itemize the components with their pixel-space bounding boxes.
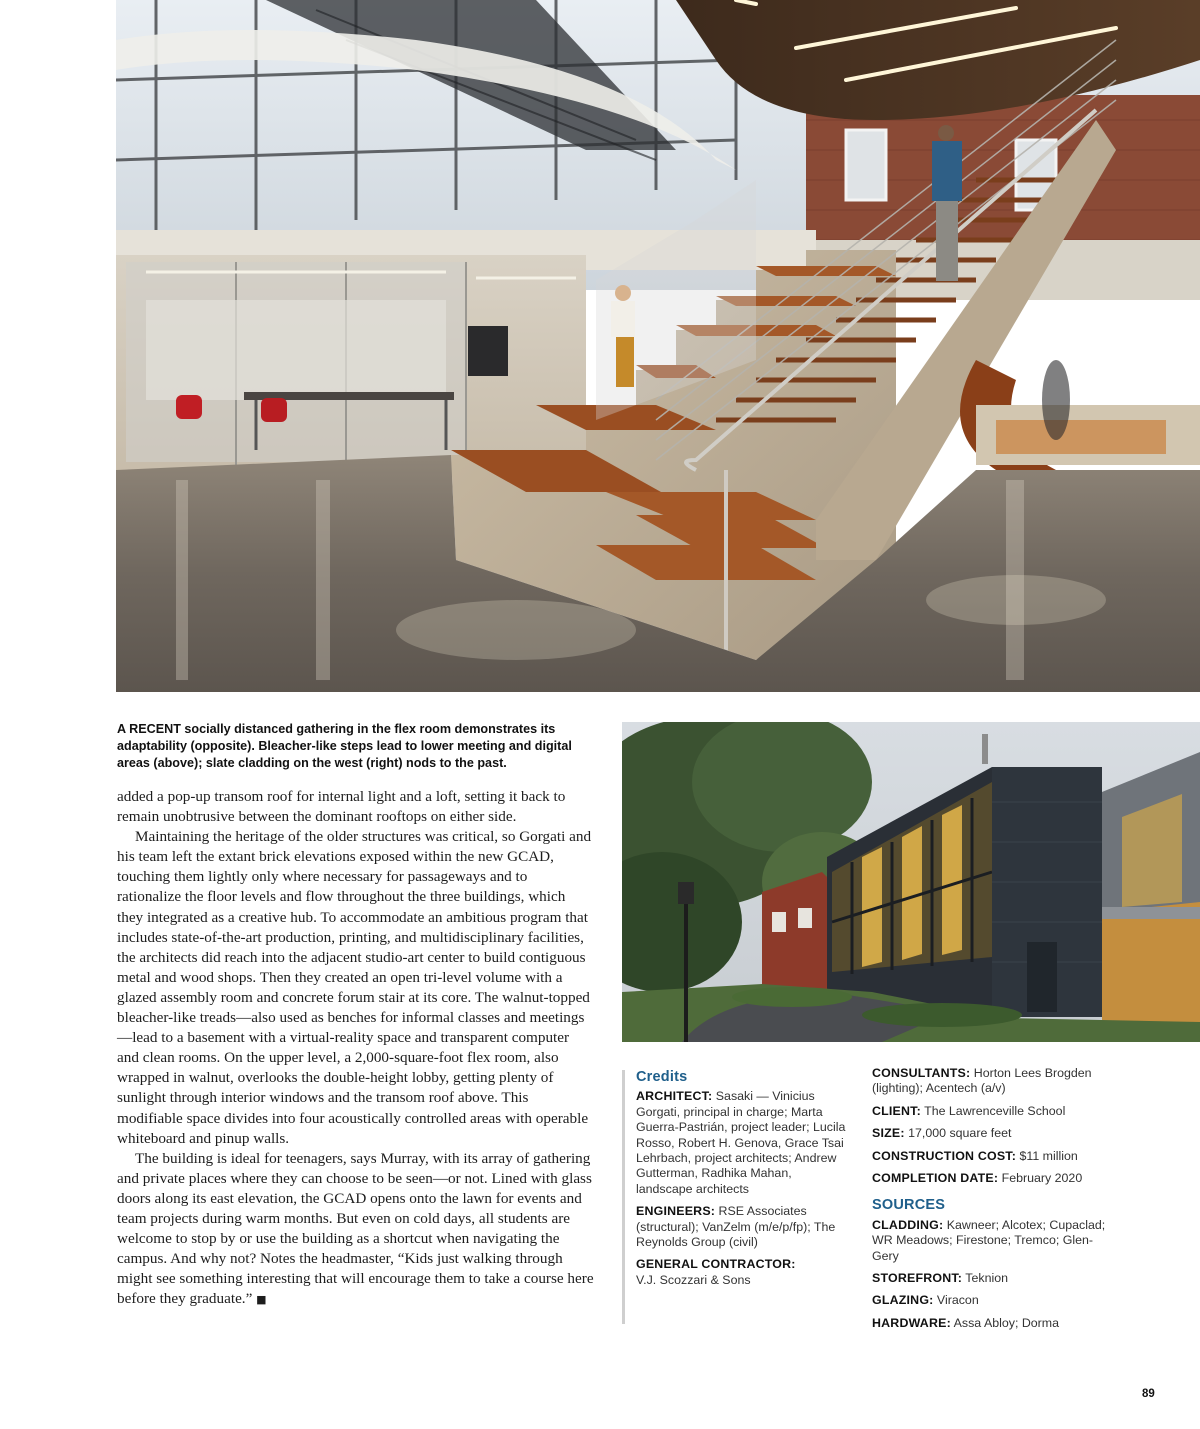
credits-heading: Credits (636, 1069, 688, 1085)
credit-cost-value: $11 million (1016, 1148, 1078, 1163)
credit-consultants (872, 1066, 1107, 1097)
credit-consultants-label: CONSULTANTS: (872, 1066, 971, 1080)
source-hardware-value: Assa Abloy; Dorma (950, 1315, 1060, 1330)
credit-architect-value: Sasaki — Vinicius Gorgati, principal in charge; Marta Guerra-Pastrián, project leader; Lucila Rosso, Robert H. Genova, Grace Tsai Lehrbach, project architects; Andrew Gutterman, Radhika Mahan, landscape architects (636, 1089, 846, 1196)
source-storefront (872, 1271, 1107, 1286)
credit-engineers-value: RSE Associates (structural); VanZelm (m/e/p/fp); The Reynolds Group (civil) (636, 1204, 836, 1250)
article-body (117, 787, 594, 1310)
credits-box (622, 1066, 1200, 1328)
body-paragraph-1: added a pop-up transom roof for internal light and a loft, setting it back to remain unobtrusive between the dominant rooftops on either side. (117, 788, 566, 826)
credits-divider (622, 1070, 625, 1324)
credit-completion (872, 1171, 1107, 1186)
interior-stair-photo (116, 0, 1200, 692)
source-cladding (872, 1218, 1107, 1264)
credit-completion-label: COMPLETION DATE: (872, 1171, 999, 1186)
photo-caption (117, 721, 597, 772)
credits-column-right (872, 1066, 1107, 1338)
body-paragraph-3 (117, 1149, 594, 1311)
credit-client-label: CLIENT: (872, 1103, 921, 1118)
credit-engineers-label: ENGINEERS: (636, 1204, 716, 1219)
credit-gc-value: V.J. Scozzari & Sons (636, 1272, 751, 1287)
credit-architect-label: ARCHITECT: (636, 1089, 713, 1104)
credit-cost (872, 1149, 1107, 1164)
source-storefront-label: STOREFRONT: (872, 1271, 963, 1286)
end-mark: ■ (256, 1293, 267, 1307)
source-cladding-value: Kawneer; Alcotex; Cupaclad; WR Meadows; Firestone; Tremco; Glen-Gery (872, 1217, 1106, 1263)
credits-column-left (636, 1070, 848, 1295)
credit-general-contractor (636, 1257, 848, 1288)
exterior-building-photo (622, 722, 1200, 1042)
credit-engineers (636, 1204, 848, 1250)
body-paragraph-3-text: The building is ideal for teenagers, says Murray, with its array of gathering and private places where they can choose to be seen—or not. Lined with glass doors along its east elevation, the GCAD opens onto the lawn for events and team projects during warm months. But even on cold days, all students are welcome to stop by or use the building as a shortcut when navigating the campus. And why not? Notes the headmaster, “Kids just walking through might see something interesting that will encourage them to take a course here before they graduate.” (117, 1149, 594, 1308)
source-hardware (872, 1316, 1107, 1331)
source-glazing-label: GLAZING: (872, 1293, 934, 1308)
credit-size-label: SIZE: (872, 1126, 905, 1141)
credit-architect (636, 1089, 848, 1197)
credit-completion-value: February 2020 (998, 1171, 1083, 1186)
sources-heading: SOURCES (872, 1197, 946, 1214)
page-number: 89 (1142, 1388, 1155, 1400)
body-paragraph-2: Maintaining the heritage of the older structures was critical, so Gorgati and his team left the extant brick elevations exposed within the new GCAD, touching them lightly only where necessary for passageways and to rationalize the floor levels and flow throughout the three buildings, which they integrated as a creative hub. To accommodate an ambitious program that includes state-of-the-art production, printing, and multidisciplinary facilities, the architects did reach into the adjacent studio-art center to build contiguous metal and wood shops. Then they created an open tri-level volume with a glazed assembly room and concrete forum stair at its core. The walnut-topped bleacher-like treads—also used as benches for informal classes and meetings—lead to a basement with a virtual-reality space and transparent computer and clean rooms. On the upper level, a 2,000-square-foot flex room, also wrapped in walnut, overlooks the double-height lobby, getting plenty of sunlight through interior windows and the transom roof above. This modifiable space divides into four acoustically controlled areas with operable whiteboard and pinup walls. (117, 828, 592, 1147)
credit-consultants-value: Horton Lees Brogden (lighting); Acentech (a/v) (872, 1066, 1092, 1096)
credit-size (872, 1126, 1107, 1141)
source-hardware-label: HARDWARE: (872, 1315, 951, 1330)
source-storefront-value: Teknion (962, 1271, 1009, 1286)
credit-cost-label: CONSTRUCTION COST: (872, 1148, 1017, 1163)
credit-client-value: The Lawrenceville School (920, 1103, 1066, 1118)
credit-client (872, 1104, 1107, 1119)
credit-gc-label: GENERAL CONTRACTOR: (636, 1257, 796, 1272)
source-cladding-label: CLADDING: (872, 1217, 944, 1232)
caption-lead: A RECENT (117, 722, 181, 736)
credit-size-value: 17,000 square feet (904, 1126, 1012, 1141)
source-glazing-value: Viracon (933, 1293, 979, 1308)
source-glazing (872, 1293, 1107, 1308)
caption-text: socially distanced gathering in the flex room demonstrates its adaptability (opposite). Bleacher-like steps lead to lower meeting and digital areas (above); slate cladding on the west (right) nods to the past. (117, 722, 572, 770)
